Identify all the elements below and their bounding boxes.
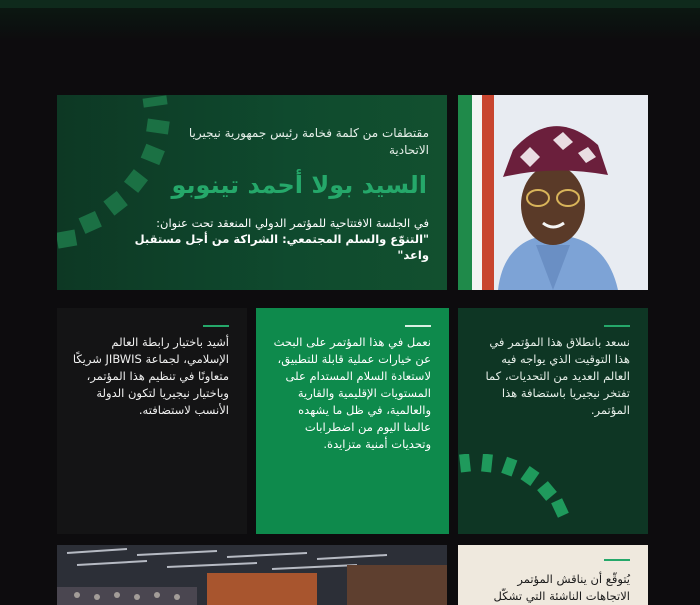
hero-intro: مقتطفات من كلمة فخامة رئيس جمهورية نيجيريا الاتحادية <box>188 126 429 157</box>
quote-text: نعمل في هذا المؤتمر على البحث عن خيارات عملية قابلة للتطبيق، لاستعادة السلام المستدام على المستويات الإقليمية والقارية والعالمية، في ظل ما يشهده عالمنا اليوم من اضطرابات وتحديات أمنية متزايدة. <box>273 335 431 451</box>
quote-text: أشيد باختيار رابطة العالم الإسلامي، لجماعة JIBWIS شريكًا متعاونًا في تنظيم هذا المؤتمر، وباختيار نيجيريا لتكون الدولة الأنسب لاستضافته. <box>72 335 229 417</box>
quote-card-right <box>458 308 648 534</box>
quote-text: يُتوقّع أن يناقش المؤتمر الاتجاهات الناشئة التي تشكّل <box>493 572 630 603</box>
quote-card-middle <box>256 308 449 534</box>
description-line: في الجلسة الافتتاحية للمؤتمر الدولي المنعقد تحت عنوان: <box>156 216 429 230</box>
top-band <box>0 0 700 8</box>
hero-description <box>129 215 429 263</box>
quote-card-left <box>57 308 247 534</box>
accent-bar <box>405 325 431 327</box>
hero-card <box>57 95 447 290</box>
conference-hall-photo <box>57 545 447 605</box>
president-name: السيد بولا أحمد تينوبو <box>171 171 427 199</box>
portrait-illustration <box>458 95 648 290</box>
president-portrait <box>458 95 648 290</box>
accent-bar <box>604 325 630 327</box>
accent-bar <box>203 325 229 327</box>
quote-text: نسعد بانطلاق هذا المؤتمر في هذا التوقيت الذي يواجه فيه العالم العديد من التحديات، كما تفتخر نيجيريا باستضافة هذا المؤتمر. <box>485 335 630 417</box>
hall-illustration <box>57 545 447 605</box>
dotted-arc-decoration <box>458 454 578 534</box>
quote-card-bottom <box>458 545 648 605</box>
conference-title: "التنوّع والسلم المجتمعي: الشراكة من أجل مستقبل واعد" <box>134 232 429 262</box>
accent-bar <box>604 559 630 561</box>
